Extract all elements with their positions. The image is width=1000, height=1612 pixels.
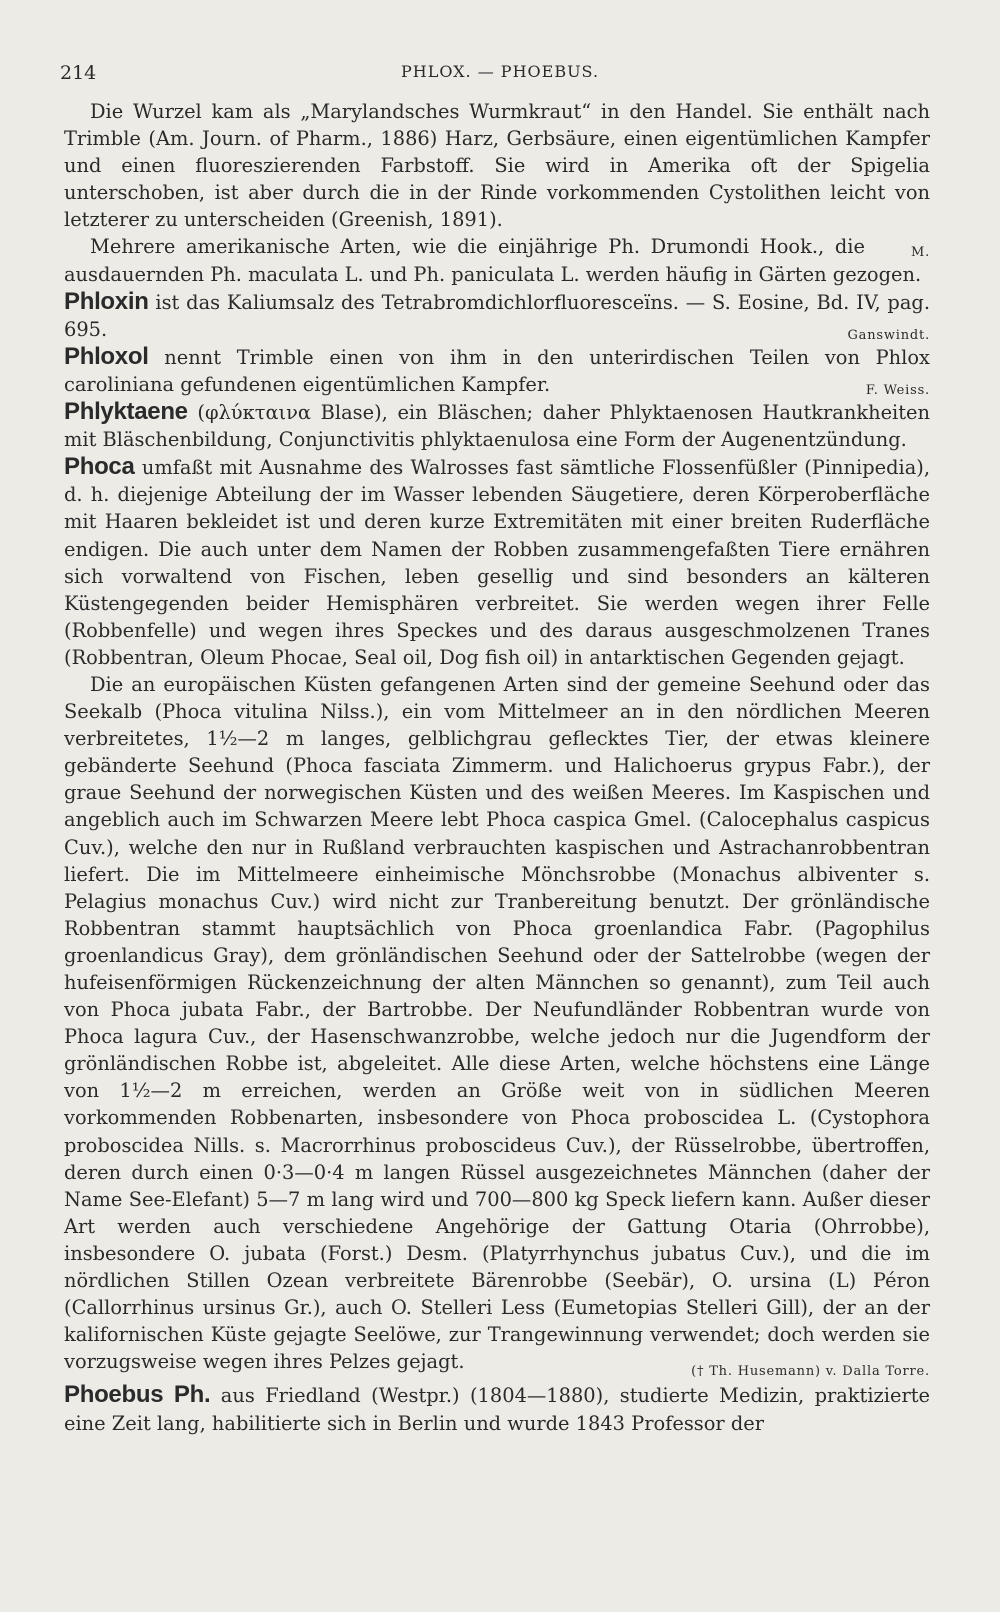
phlox-paragraph-1: Die Wurzel kam als „Marylandsches Wurmkraut“ in den Handel. Sie enthält nach Trimble (Am. Journ. of Pharm., 1886) Harz, Gerbsäure, einen eigentümlichen Kampfer und einen fluoreszierenden Farbstoff. Sie wird in Amerika oft der Spigelia unterschoben, ist aber durch die in der Rinde vorkommenden Cystolithen leicht von letzterer zu unterscheiden (Greenish, 1891). (64, 100, 930, 232)
phlox-signature: M. (910, 245, 930, 261)
lemma-phoca: Phoca (64, 453, 135, 481)
lemma-phloxol: Phloxol (64, 342, 149, 370)
entry-phloxol: Phloxol nennt Trimble einen von ihm in den unterirdischen Teilen von Phlox caroliniana gefundenen eigentümlichen Kampfer. F. Weiss. (64, 343, 930, 398)
entry-phoebus: Phoebus Ph. aus Friedland (Westpr.) (1804—1880), studierte Medizin, praktizierte eine Zeit lang, habilitierte sich in Berlin und wurde 1843 Professor der (64, 1381, 930, 1435)
entry-phlyktaene: Phlyktaene (φλύκταινα Blase), ein Bläschen; daher Phlyktaenosen Hautkrankheiten mit Bläschenbildung, Conjunctivitis phlyktaenulosa eine Form der Augenentzündung. (64, 398, 930, 452)
phlox-paragraph-2: M. Mehrere amerikanische Arten, wie die einjährige Ph. Drumondi Hook., die ausdauernden Ph. maculata L. und Ph. paniculata L. werden häufig in Gärten gezogen. (64, 235, 930, 286)
page-number: 214 (60, 62, 97, 84)
entry-phoca: Phoca umfaßt mit Ausnahme des Walrosses fast sämtliche Flossenfüßler (Pinnipedia), d. h. diejenige Abteilung der im Wasser lebenden Säugetiere, deren Körperoberfläche mit Haaren bekleidet ist und deren kurze Extremitäten mit einer breiten Ruderfläche endigen. Die auch unter dem Namen der Robben zusammengefaßten Tiere ernähren sich vorwaltend von Fischen, leben gesellig und sind besonders an kälteren Küstengegenden beider Hemisphären verbreitet. Sie werden wegen ihrer Felle (Robbenfelle) und wegen ihres Speckes und des daraus ausgeschmolzenen Tranes (Robbentran, Oleum Phocae, Seal oil, Dog fish oil) in antarktischen Gegenden gejagt. (64, 453, 931, 669)
page-body (64, 98, 930, 1437)
page-header (0, 62, 1000, 88)
entry-phloxin: Phloxin ist das Kaliumsalz des Tetrabromdichlorfluoresceïns. — S. Eosine, Bd. IV, pag. 695. Ganswindt. (64, 288, 930, 343)
lemma-phoebus: Phoebus Ph. (64, 1381, 211, 1409)
phloxol-signature: F. Weiss. (865, 382, 930, 398)
phoca-signature: († Th. Husemann) v. Dalla Torre. (691, 1364, 930, 1380)
lemma-phlyktaene: Phlyktaene (64, 398, 188, 426)
phloxin-signature: Ganswindt. (847, 327, 930, 343)
running-head: PHLOX. — PHOEBUS. (400, 62, 600, 81)
lemma-phloxin: Phloxin (64, 287, 149, 315)
phoca-paragraph-2: Die an europäischen Küsten gefangenen Arten sind der gemeine Seehund oder das Seekalb (Phoca vitulina Nilss.), ein vom Mittelmeer an in den nördlichen Meeren verbreitetes, 1½—2 m langes, gelblichgrau geflecktes Tier, der etwas kleinere gebänderte Seehund (Phoca fasciata Zimmerm. und Halichoerus grypus Fabr.), der graue Seehund der norwegischen Küsten und des weißen Meeres. Im Kaspischen und angeblich auch im Schwarzen Meere lebt Phoca caspica Gmel. (Calocephalus caspicus Cuv.), welche den nur in Rußland verbrauchten kaspischen und Astrachanrobbentran liefert. Die im Mittelmeere einheimische Mönchsrobbe (Monachus albiventer s. Pelagius monachus Cuv.) wird nicht zur Tranbereitung benutzt. Der grönländische Robbentran stammt hauptsächlich von Phoca groenlandica Fabr. (Pagophilus groenlandicus Gray), dem grönländischen Seehund oder der Sattelrobbe (wegen der hufeisenförmigen Rückenzeichnung der alten Männchen so genannt), zum Teil auch von Phoca jubata Fabr., der Bartrobbe. Der Neufundländer Robbentran wurde von Phoca lagura Cuv., der Hasenschwanzrobbe, welche jedoch nur die Jugendform der grönländischen Robbe ist, abgeleitet. Alle diese Arten, welche höchstens eine Länge von 1½—2 m erreichen, werden an Größe weit von in südlichen Meeren vorkommenden Robbenarten, insbesondere von Phoca proboscidea L. (Cystophora proboscidea Nills. s. Macrorrhinus proboscideus Cuv.), der Rüsselrobbe, übertroffen, deren durch einen 0·3—0·4 m langen Rüssel ausgezeichnetes Männchen (daher der Name See-Elefant) 5—7 m lang wird und 700—800 kg Speck liefern kann. Außer dieser Art werden auch verschiedene Angehörige der Gattung Otaria (Ohrrobbe), insbesondere O. jubata (Forst.) Desm. (Platyrrhynchus jubatus Cuv.), und die im nördlichen Stillen Ozean verbreitete Bärenrobbe (Seebär), O. ursina (L) Péron (Callorrhinus ursinus Gr.), auch O. Stelleri Less (Eumetopias Stelleri Gill), der an der kalifornischen Küste gejagte Seelöwe, zur Trangewinnung verwendet; doch werden sie vorzugsweise wegen ihres Pelzes gejagt. († Th. Husemann) v. Dalla Torre. (64, 671, 930, 1375)
